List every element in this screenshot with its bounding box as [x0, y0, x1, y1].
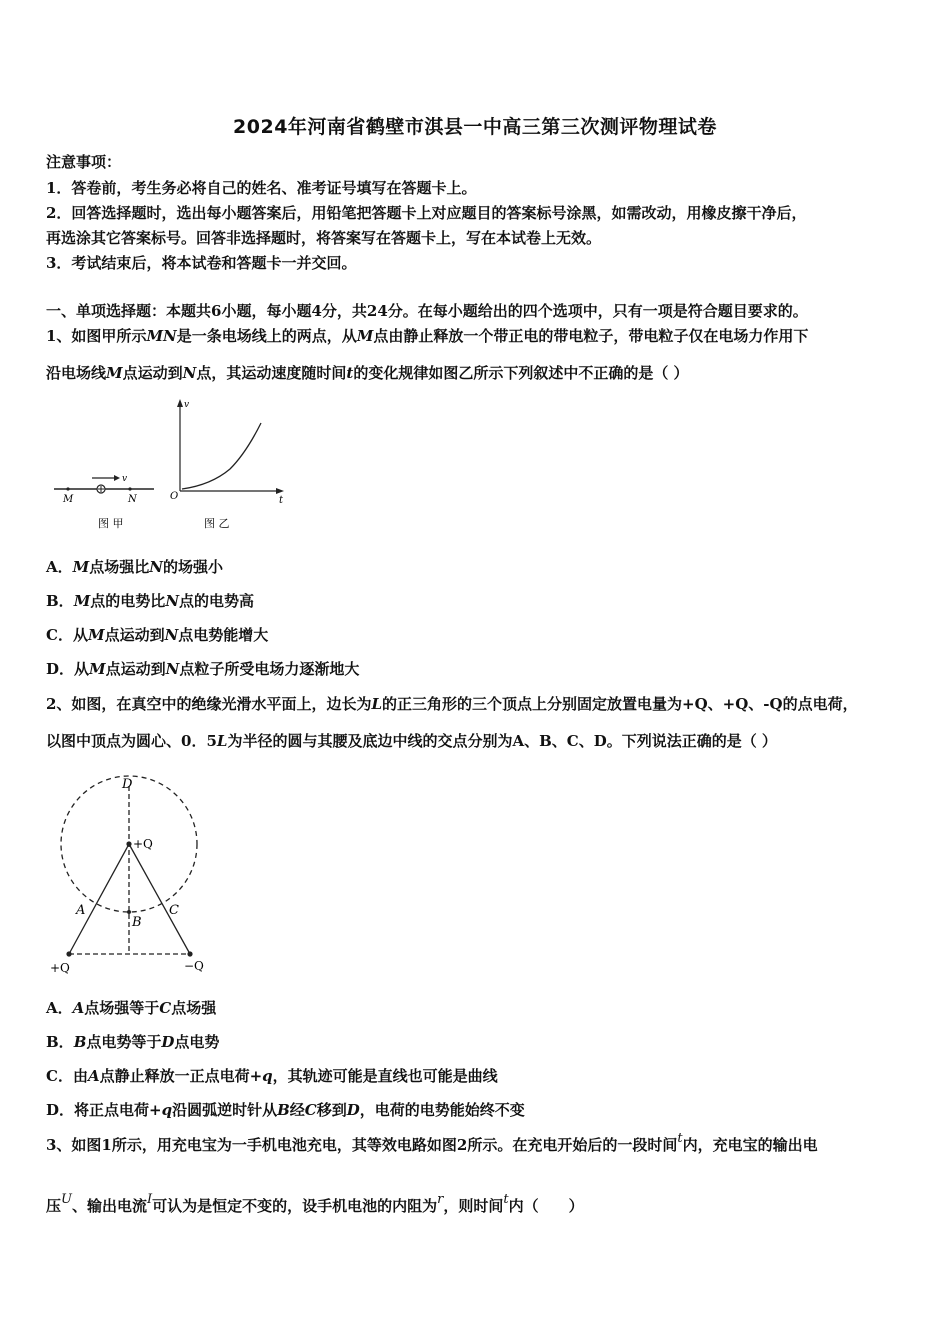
note-2b: 再选涂其它答案标号。回答非选择题时，将答案写在答题卡上，写在本试卷上无效。	[46, 229, 602, 247]
q2-option-d: D．将正点电荷+q沿圆弧逆时针从B经C移到D，电荷的电势能始终不变	[46, 1101, 525, 1119]
charge-top	[126, 841, 131, 846]
q2-stem-line1: 2、如图，在真空中的绝缘光滑水平面上，边长为L的正三角形的三个顶点上分别固定放置电量为+Q、+Q、-Q的点电荷，	[46, 695, 858, 713]
fig-b-caption: 图 乙	[204, 517, 230, 530]
velocity-label: v	[122, 474, 128, 484]
q2-option-a: A．A点场强等于C点场强	[46, 999, 217, 1017]
point-m-dot	[66, 487, 69, 490]
v-t-curve	[182, 423, 261, 489]
triangle-left-side	[69, 844, 129, 954]
velocity-arrow-head	[114, 475, 120, 481]
q1-option-a: A．M点场强比N的场强小	[46, 558, 223, 576]
t-axis-arrow	[276, 488, 284, 494]
q1-option-c: C．从M点运动到N点电势能增大	[46, 626, 269, 644]
label-top-q: +Q	[133, 837, 153, 851]
q3-stem-line2: 压U、输出电流I可认为是恒定不变的，设手机电池的内阻为r，则时间t内（ ）	[46, 1192, 584, 1215]
notes-heading: 注意事项：	[46, 153, 122, 171]
q2-option-c: C．由A点静止释放一正点电荷+q，其轨迹可能是直线也可能是曲线	[46, 1067, 498, 1085]
label-b: B	[132, 915, 142, 930]
v-axis-arrow	[177, 399, 183, 407]
q1-option-b: B．M点的电势比N点的电势高	[46, 592, 255, 610]
note-1: 1．答卷前，考生务必将自己的姓名、准考证号填写在答题卡上。	[46, 179, 477, 197]
q1-figure	[46, 393, 296, 538]
q1-stem-line1: 1、如图甲所示MN是一条电场线上的两点，从M点由静止释放一个带正电的带电粒子，带电粒子仅在电场力作用下	[46, 327, 809, 345]
label-d: D	[122, 777, 133, 792]
note-3: 3．考试结束后，将本试卷和答题卡一并交回。	[46, 254, 357, 272]
q2-stem-line2: 以图中顶点为圆心、0．5L为半径的圆与其腰及底边中线的交点分别为A、B、C、D。下列说法正确的是（ ）	[46, 732, 777, 750]
fig-a-caption: 图 甲	[98, 517, 124, 530]
v-axis-label: v	[184, 400, 190, 410]
q1-option-d: D．从M点运动到N点粒子所受电场力逐渐地大	[46, 660, 360, 678]
q1-stem-line2: 沿电场线M点运动到N点，其运动速度随时间t的变化规律如图乙所示下列叙述中不正确的是（ ）	[46, 364, 689, 382]
point-m-label: M	[63, 494, 74, 505]
q3-stem-line1: 3、如图1所示，用充电宝为一手机电池充电，其等效电路如图2所示。在充电开始后的一段时间t内，充电宝的输出电	[46, 1131, 818, 1154]
q2-option-b: B．B点电势等于D点电势	[46, 1033, 220, 1051]
page-title: 2024年河南省鹤壁市淇县一中高三第三次测评物理试卷	[233, 116, 717, 138]
label-a: A	[76, 903, 86, 918]
point-n-label: N	[128, 494, 137, 505]
section-1-heading: 一、单项选择题：本题共6小题，每小题4分，共24分。在每小题给出的四个选项中，只有一项是符合题目要求的。	[46, 302, 808, 320]
q2-figure	[44, 770, 224, 980]
triangle-right-side	[129, 844, 190, 954]
point-n-dot	[128, 487, 131, 490]
label-right-q: −Q	[184, 959, 204, 973]
t-axis-label: t	[279, 495, 284, 506]
label-left-q: +Q	[50, 961, 70, 975]
point-b-dot	[127, 910, 131, 914]
label-c: C	[169, 903, 179, 918]
charge-right	[187, 951, 192, 956]
origin-label: O	[170, 491, 179, 502]
charge-left	[66, 951, 71, 956]
note-2a: 2．回答选择题时，选出每小题答案后，用铅笔把答题卡上对应题目的答案标号涂黑，如需改动，用橡皮擦干净后，	[46, 204, 807, 222]
